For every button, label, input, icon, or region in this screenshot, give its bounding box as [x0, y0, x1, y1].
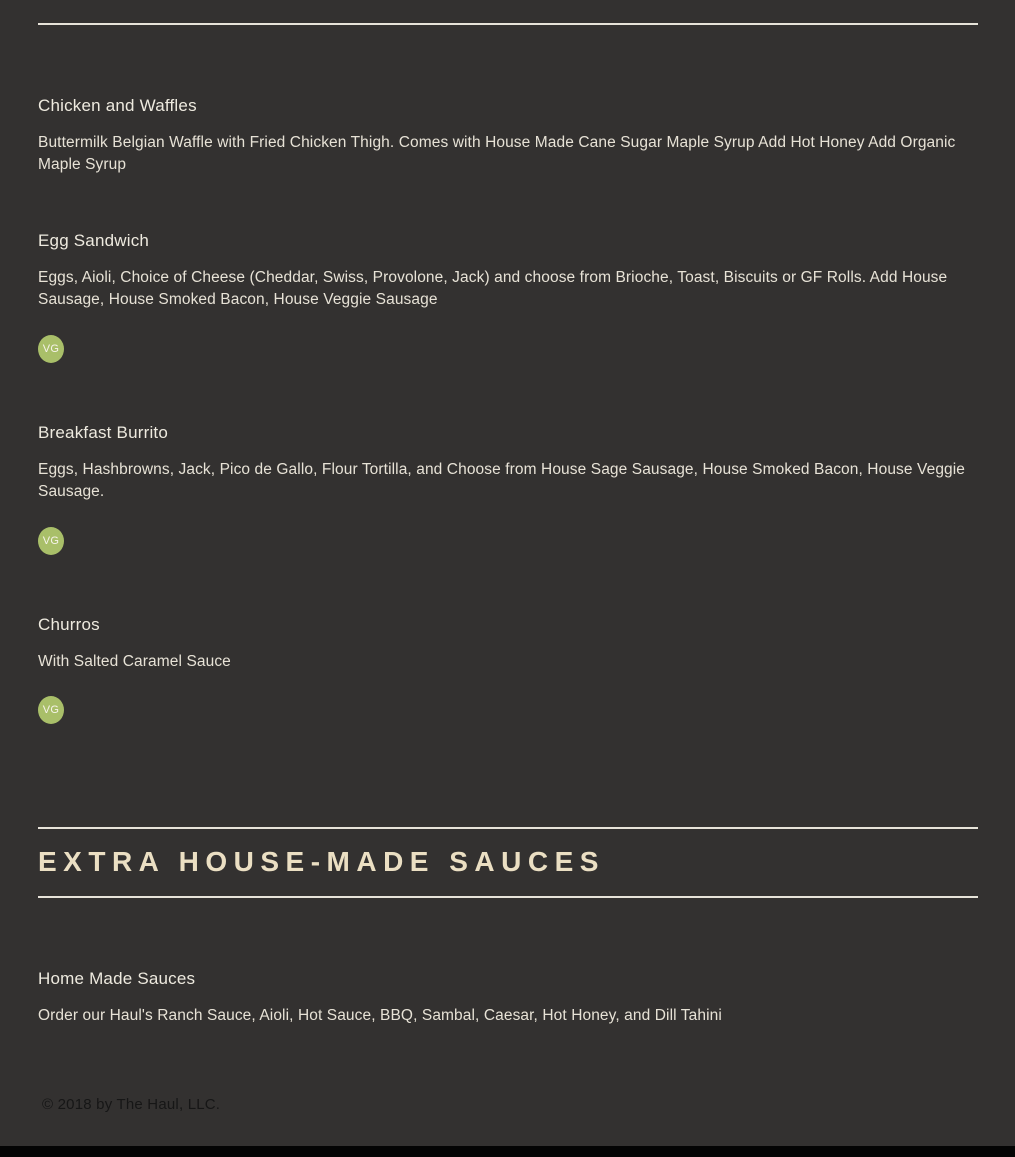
- menu-item-home-made-sauces: [38, 969, 978, 1027]
- menu-item-description: Buttermilk Belgian Waffle with Fried Chicken Thigh. Comes with House Made Cane Sugar Maple Syrup Add Hot Honey Add Organic Maple Syrup: [38, 134, 956, 173]
- vegetarian-badge: [38, 696, 64, 724]
- vegetarian-badge-label: VG: [42, 704, 60, 716]
- menu-item-description: Eggs, Hashbrowns, Jack, Pico de Gallo, Flour Tortilla, and Choose from House Sage Sausage, House Smoked Bacon, House Veggie Sausage.: [38, 461, 966, 500]
- vegetarian-badge-label: VG: [42, 343, 60, 355]
- section-header-extra-sauces: [38, 827, 978, 898]
- menu-item-description: Eggs, Aioli, Choice of Cheese (Cheddar, Swiss, Provolone, Jack) and choose from Brioche, Toast, Biscuits or GF Rolls. Add House Sausage, House Smoked Bacon, House Veggie Sausage: [38, 269, 948, 308]
- vegetarian-badge: [38, 527, 64, 555]
- vegetarian-badge-label: VG: [42, 535, 60, 547]
- menu-item-description: With Salted Caramel Sauce: [38, 653, 231, 670]
- section-heading: EXTRA HOUSE-MADE SAUCES: [38, 846, 605, 877]
- bottom-bar: [0, 1146, 1015, 1157]
- menu-item-description: Order our Haul's Ranch Sauce, Aioli, Hot Sauce, BBQ, Sambal, Caesar, Hot Honey, and Dill Tahini: [38, 1007, 722, 1024]
- menu-item-egg-sandwich: [38, 231, 978, 363]
- menu-item-title: Egg Sandwich: [38, 231, 150, 250]
- menu-item-title: Churros: [38, 615, 100, 634]
- divider-line: [38, 896, 978, 898]
- menu-item-churros: [38, 615, 978, 724]
- footer-copyright: © 2018 by The Haul, LLC.: [42, 1096, 221, 1113]
- menu-item-title: Home Made Sauces: [38, 969, 196, 988]
- menu-item-title: Chicken and Waffles: [38, 96, 197, 115]
- divider-line-top: [38, 23, 978, 25]
- vegetarian-badge: [38, 335, 64, 363]
- menu-item-title: Breakfast Burrito: [38, 423, 169, 442]
- divider-line: [38, 827, 978, 829]
- menu-item-chicken-and-waffles: [38, 96, 978, 176]
- menu-content: [0, 23, 1015, 1114]
- menu-item-breakfast-burrito: [38, 423, 978, 555]
